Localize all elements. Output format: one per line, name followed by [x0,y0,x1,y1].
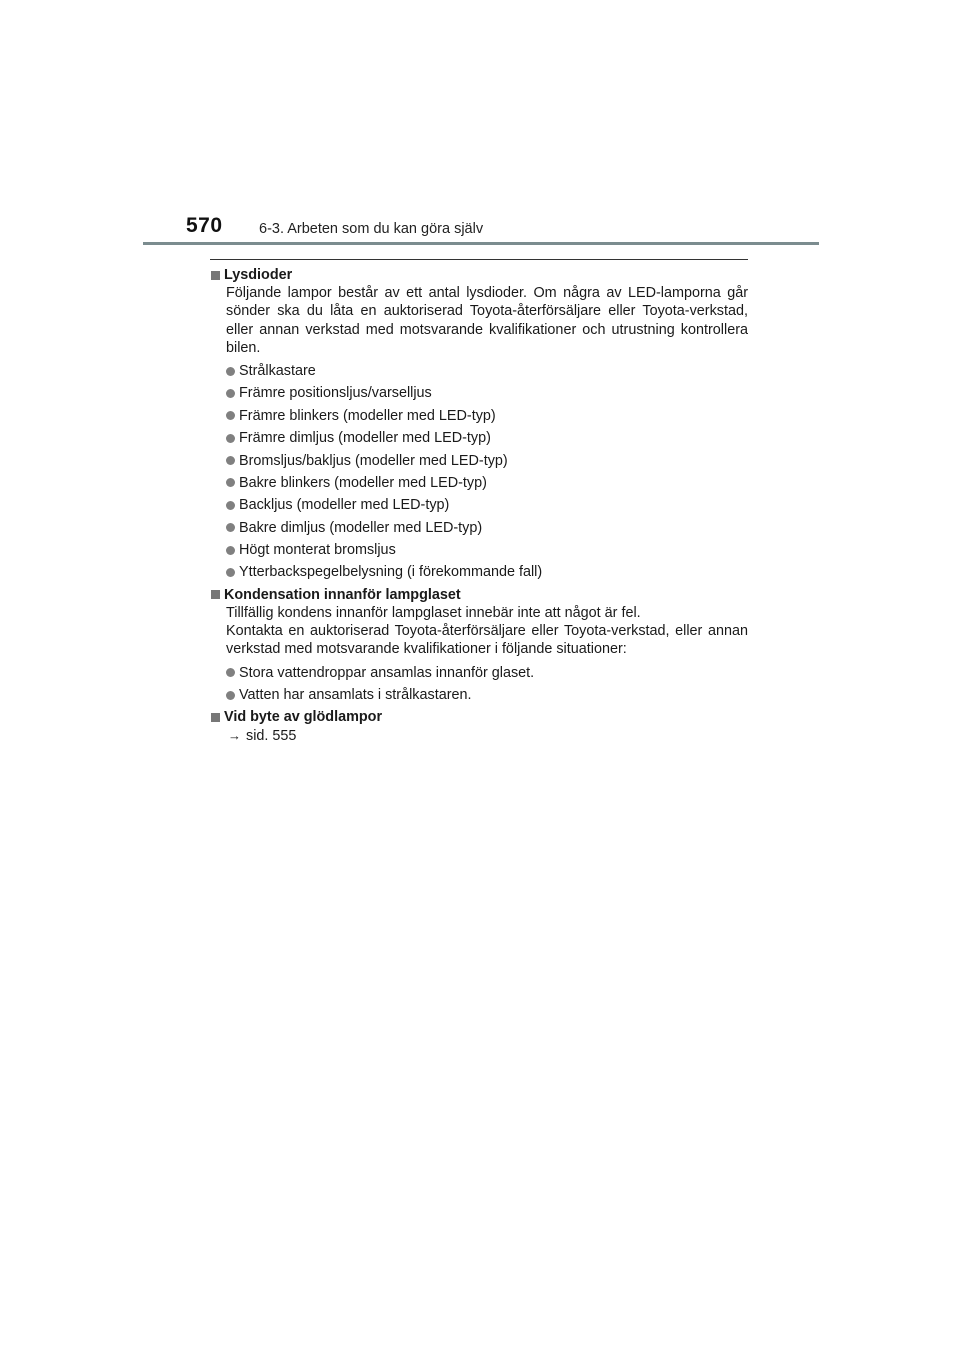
list-item [226,496,748,514]
section-heading-text: Kondensation innanför lampglaset [224,586,461,603]
section-heading [210,708,748,726]
list-item [226,384,748,402]
page-reference[interactable] [226,727,748,745]
list-item-text: Strålkastare [239,363,316,380]
paragraph: Följande lampor består av ett antal lysdioder. Om några av LED-lamporna går sönder ska du låta en auktoriserad Toyota-återförsäljare eller Toyota-verkstad, eller annan verkstad med motsvarande kvalifikationer och utrustning kontrollera bilen. [226,285,748,356]
list-item-text: Bakre blinkers (modeller med LED-typ) [239,474,487,491]
page-content [210,266,748,745]
list-item-text: Bakre dimljus (modeller med LED-typ) [239,519,483,536]
list-item-text: Främre positionsljus/varselljus [239,385,432,402]
section-heading [210,266,748,284]
circle-bullet-icon [226,389,235,398]
section-heading-text: Vid byte av glödlampor [224,709,383,726]
paragraph: Kontakta en auktoriserad Toyota-återförsäljare eller Toyota-verkstad, eller annan verkstad med motsvarande kvalifikationer i följande situationer: [226,623,748,658]
section-byte-glodlampor [210,708,748,744]
section-body [226,604,748,704]
list-item-text: Backljus (modeller med LED-typ) [239,497,450,514]
section-heading-text: Lysdioder [224,267,293,283]
square-icon [211,590,220,599]
list-item-text: Högt monterat bromsljus [239,542,396,559]
list-item-text: Främre blinkers (modeller med LED-typ) [239,407,496,424]
circle-bullet-icon [226,411,235,420]
section-divider [210,259,748,260]
list-item-text: Främre dimljus (modeller med LED-typ) [239,430,491,447]
circle-bullet-icon [226,456,235,465]
section-body [226,727,748,745]
list-item [226,686,748,704]
list-item [226,664,748,682]
list-item [226,519,748,537]
section-body [226,284,748,581]
paragraph: Tillfällig kondens innanför lampglaset innebär inte att något är fel. [226,604,641,621]
list-item [226,474,748,492]
section-kondensation [210,586,748,704]
circle-bullet-icon [226,367,235,376]
list-item-text: Bromsljus/bakljus (modeller med LED-typ) [239,452,508,469]
list-item-text: Vatten har ansamlats i strålkastaren. [239,686,472,703]
list-item-text: Ytterbackspegelbelysning (i förekommande fall) [239,564,543,581]
chapter-title: 6-3. Arbeten som du kan göra själv [259,221,484,237]
list-item [226,563,748,581]
circle-bullet-icon [226,568,235,577]
page-number: 570 [186,214,223,237]
bullet-list [226,362,748,582]
section-heading [210,586,748,604]
circle-bullet-icon [226,523,235,532]
circle-bullet-icon [226,478,235,487]
list-item-text: Stora vattendroppar ansamlas innanför glaset. [239,664,535,681]
header-rule [143,242,819,245]
list-item [226,429,748,447]
square-icon [211,271,220,280]
circle-bullet-icon [226,691,235,700]
circle-bullet-icon [226,668,235,677]
bullet-list [226,664,748,705]
list-item [226,452,748,470]
list-item [226,362,748,380]
page-reference-link[interactable]: sid. 555 [246,727,297,744]
list-item [226,407,748,425]
list-item [226,541,748,559]
circle-bullet-icon [226,546,235,555]
circle-bullet-icon [226,434,235,443]
circle-bullet-icon [226,501,235,510]
section-lysdioder [210,266,748,582]
right-arrow-icon: → [228,727,241,743]
square-icon [211,713,220,722]
